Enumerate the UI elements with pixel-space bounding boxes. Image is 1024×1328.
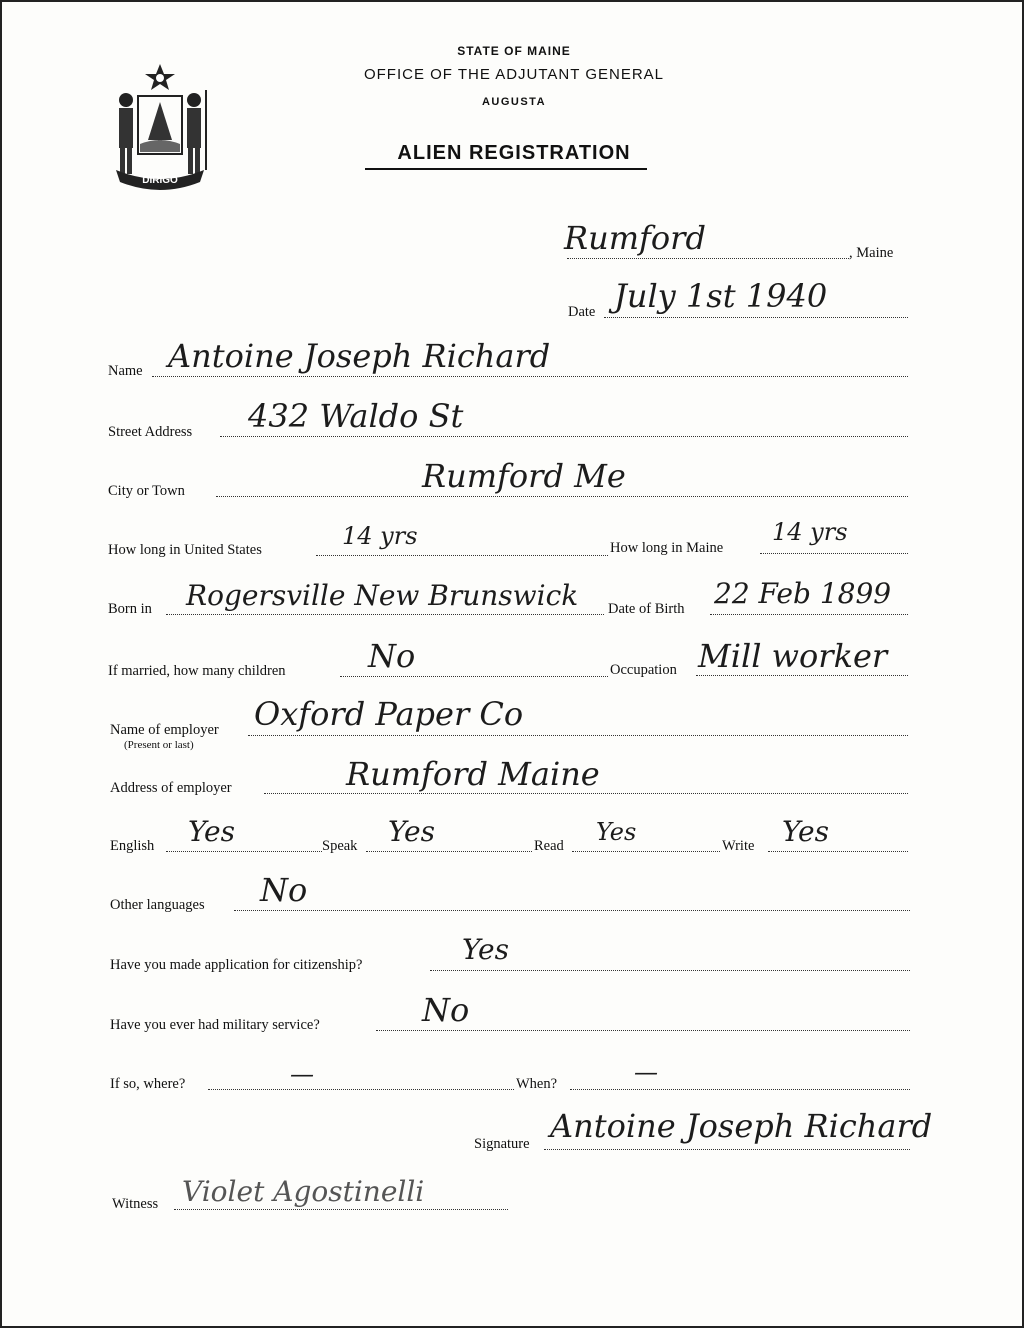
- citizenship-line: [430, 970, 910, 971]
- when-value: —: [634, 1058, 658, 1086]
- employer-value: Oxford Paper Co: [254, 695, 524, 733]
- name-value: Antoine Joseph Richard: [168, 337, 551, 375]
- occupation-line: [696, 675, 908, 676]
- military-value: No: [422, 991, 470, 1029]
- place-value: Rumford: [564, 219, 706, 257]
- occupation-value: Mill worker: [698, 637, 888, 675]
- other-languages-value: No: [260, 871, 308, 909]
- english-line: [166, 851, 322, 852]
- witness-line: [174, 1209, 508, 1210]
- speak-label: Speak: [322, 838, 358, 854]
- born-in-line: [166, 614, 604, 615]
- speak-line: [366, 851, 532, 852]
- name-label: Name: [108, 363, 143, 379]
- citizenship-label: Have you made application for citizenship?: [110, 957, 363, 973]
- other-languages-label: Other languages: [110, 897, 205, 913]
- children-line: [340, 676, 608, 677]
- military-line: [376, 1030, 910, 1031]
- where-value: —: [290, 1060, 314, 1088]
- other-languages-line: [234, 910, 910, 911]
- dob-line: [710, 614, 908, 615]
- witness-value: Violet Agostinelli: [182, 1175, 425, 1208]
- name-line: [152, 376, 908, 377]
- dob-label: Date of Birth: [608, 601, 685, 617]
- form-title: ALIEN REGISTRATION: [397, 142, 631, 164]
- employer-label: Name of employer: [110, 722, 219, 738]
- write-value: Yes: [782, 815, 829, 848]
- occupation-label: Occupation: [610, 662, 677, 678]
- read-value: Yes: [596, 818, 637, 846]
- citizenship-value: Yes: [462, 933, 509, 966]
- street-value: 432 Waldo St: [248, 397, 464, 435]
- header-office: OFFICE OF THE ADJUTANT GENERAL: [363, 66, 665, 83]
- where-label: If so, where?: [110, 1076, 186, 1092]
- signature-value: Antoine Joseph Richard: [550, 1107, 933, 1145]
- city-line: [216, 496, 908, 497]
- employer-address-label: Address of employer: [110, 780, 232, 796]
- dob-value: 22 Feb 1899: [714, 577, 892, 610]
- street-label: Street Address: [108, 424, 193, 440]
- place-line: [567, 258, 849, 259]
- how-long-maine-value: 14 yrs: [772, 518, 848, 546]
- how-long-maine-label: How long in Maine: [610, 540, 724, 556]
- how-long-us-value: 14 yrs: [342, 522, 418, 550]
- write-label: Write: [722, 838, 755, 854]
- children-value: No: [368, 637, 416, 675]
- date-value: July 1st 1940: [614, 277, 828, 315]
- english-label: English: [110, 838, 155, 854]
- header-city: AUGUSTA: [481, 96, 547, 108]
- employer-address-line: [264, 793, 908, 794]
- when-label: When?: [516, 1076, 558, 1092]
- seal-motto: DIRIGO: [142, 175, 178, 186]
- when-line: [570, 1089, 910, 1090]
- title-underline: [365, 168, 647, 170]
- street-line: [220, 436, 908, 437]
- where-line: [208, 1089, 514, 1090]
- born-in-value: Rogersville New Brunswick: [186, 579, 579, 612]
- employer-note: (Present or last): [124, 739, 194, 751]
- write-line: [768, 851, 908, 852]
- signature-label: Signature: [474, 1136, 530, 1152]
- employer-line: [248, 735, 908, 736]
- military-label: Have you ever had military service?: [110, 1017, 320, 1033]
- city-label: City or Town: [108, 483, 185, 499]
- english-value: Yes: [188, 815, 235, 848]
- employer-address-value: Rumford Maine: [346, 755, 600, 793]
- header-state: STATE OF MAINE: [457, 44, 571, 58]
- date-line: [604, 317, 908, 318]
- children-label: If married, how many children: [108, 663, 286, 679]
- date-label: Date: [568, 304, 596, 320]
- city-value: Rumford Me: [422, 457, 626, 495]
- read-line: [572, 851, 720, 852]
- read-label: Read: [534, 838, 564, 854]
- how-long-us-label: How long in United States: [108, 542, 262, 558]
- how-long-maine-line: [760, 553, 908, 554]
- how-long-us-line: [316, 555, 608, 556]
- signature-line: [544, 1149, 910, 1150]
- witness-label: Witness: [112, 1196, 159, 1212]
- maine-label: , Maine: [849, 245, 894, 261]
- born-in-label: Born in: [108, 601, 152, 617]
- speak-value: Yes: [388, 815, 435, 848]
